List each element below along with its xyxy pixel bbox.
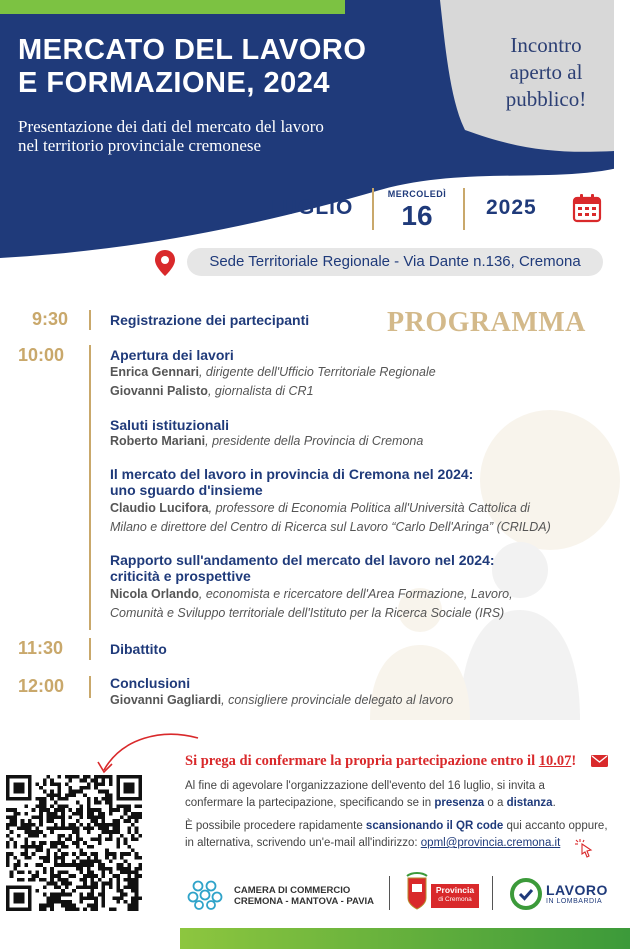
mail-icon xyxy=(591,755,608,767)
program-speaker: Giovanni Palisto, giornalista di CR1 xyxy=(110,384,314,398)
program-speaker: Nicola Orlando, economista e ricercatore dell'Area Formazione, Lavoro, Comunità e Sviluppo territoriale dell'Istituto per la Ricerca Sociale (IRS) xyxy=(110,587,513,620)
time-divider xyxy=(89,345,91,630)
calendar-icon xyxy=(572,193,602,223)
event-title: MERCATO DEL LAVORO E FORMAZIONE, 2024 xyxy=(18,34,367,99)
lavoro-lombardia-logo xyxy=(510,878,542,910)
open-to-public-note: Incontro aperto al pubblico! xyxy=(505,33,587,111)
bottom-green-stripe xyxy=(180,928,630,949)
program-item-title: Il mercato del lavoro in provincia di Cremona nel 2024: uno sguardo d'insieme xyxy=(110,466,474,498)
location-pin-icon xyxy=(154,249,176,277)
time-slot: 10:00 xyxy=(18,345,65,365)
right-edge-strip xyxy=(614,0,630,300)
program-speaker: Roberto Mariani, presidente della Provincia di Cremona xyxy=(110,434,424,448)
lavoro-subtext: IN LOMBARDIA xyxy=(546,898,603,905)
qr-code[interactable] xyxy=(6,775,142,911)
cursor-click-icon xyxy=(574,838,596,858)
program-speaker: Giovanni Gagliardi, consigliere provinciale delegato al lavoro xyxy=(110,693,454,707)
date-divider xyxy=(372,188,374,230)
event-subtitle: Presentazione dei dati del mercato del lavoro nel territorio provinciale cremonese xyxy=(18,117,324,155)
date-divider xyxy=(463,188,465,230)
confirm-paragraph: È possibile procedere rapidamente scansionando il QR code qui accanto oppure, in alternativa, scrivendo un'e-mail all'indirizzo: opml@provincia.cremona.it xyxy=(185,820,608,849)
program-item-title: Apertura dei lavori xyxy=(110,347,234,363)
program-heading: PROGRAMMA xyxy=(387,307,586,338)
email-link[interactable]: opml@provincia.cremona.it xyxy=(420,837,561,849)
provincia-name: Provincia di Cremona xyxy=(435,885,475,903)
program-speaker: Claudio Lucifora, professore di Economia Politica all'Università Cattolica di Milano e direttore del Centro di Ricerca sul Lavoro “Carlo Dell'Aringa” (CRILDA) xyxy=(110,501,551,534)
logo-divider xyxy=(389,876,390,910)
program-item-title: Rapporto sull'andamento del mercato del lavoro nel 2024: criticità e prospettive xyxy=(110,552,495,584)
program-item-title: Dibattito xyxy=(110,641,167,657)
date-month: LUGLIO xyxy=(268,196,354,219)
time-divider xyxy=(89,310,91,330)
top-green-stripe xyxy=(0,0,345,14)
time-slot: 9:30 xyxy=(31,309,68,329)
venue-address: Sede Territoriale Regionale - Via Dante n.136, Cremona xyxy=(187,248,603,276)
lavoro-text: LAVORO xyxy=(546,882,608,898)
camera-di-commercio-name: CAMERA DI COMMERCIO CREMONA - MANTOVA - PAVIA xyxy=(234,885,375,907)
time-slot: 12:00 xyxy=(18,676,65,696)
date-day: 16 xyxy=(401,200,433,231)
time-divider xyxy=(89,638,91,660)
logo-divider xyxy=(492,876,493,910)
time-divider xyxy=(89,676,91,698)
time-slot: 11:30 xyxy=(18,638,64,658)
confirm-heading: Si prega di confermare la propria partecipazione entro il 10.07! xyxy=(185,753,577,769)
program-item-title: Saluti istituzionali xyxy=(110,417,230,433)
date-year: 2025 xyxy=(486,196,537,219)
camera-di-commercio-logo xyxy=(187,878,223,910)
confirm-paragraph: Al fine di agevolare l'organizzazione dell'evento del 16 luglio, si invita a confermare la partecipazione, specificando se in presenza o a distanza. xyxy=(185,780,556,809)
date-weekday: MERCOLEDÌ xyxy=(387,189,447,199)
program-speaker: Enrica Gennari, dirigente dell'Ufficio Territoriale Regionale xyxy=(110,365,436,379)
program-item-title: Conclusioni xyxy=(110,675,191,691)
program-item-title: Registrazione dei partecipanti xyxy=(110,312,310,328)
